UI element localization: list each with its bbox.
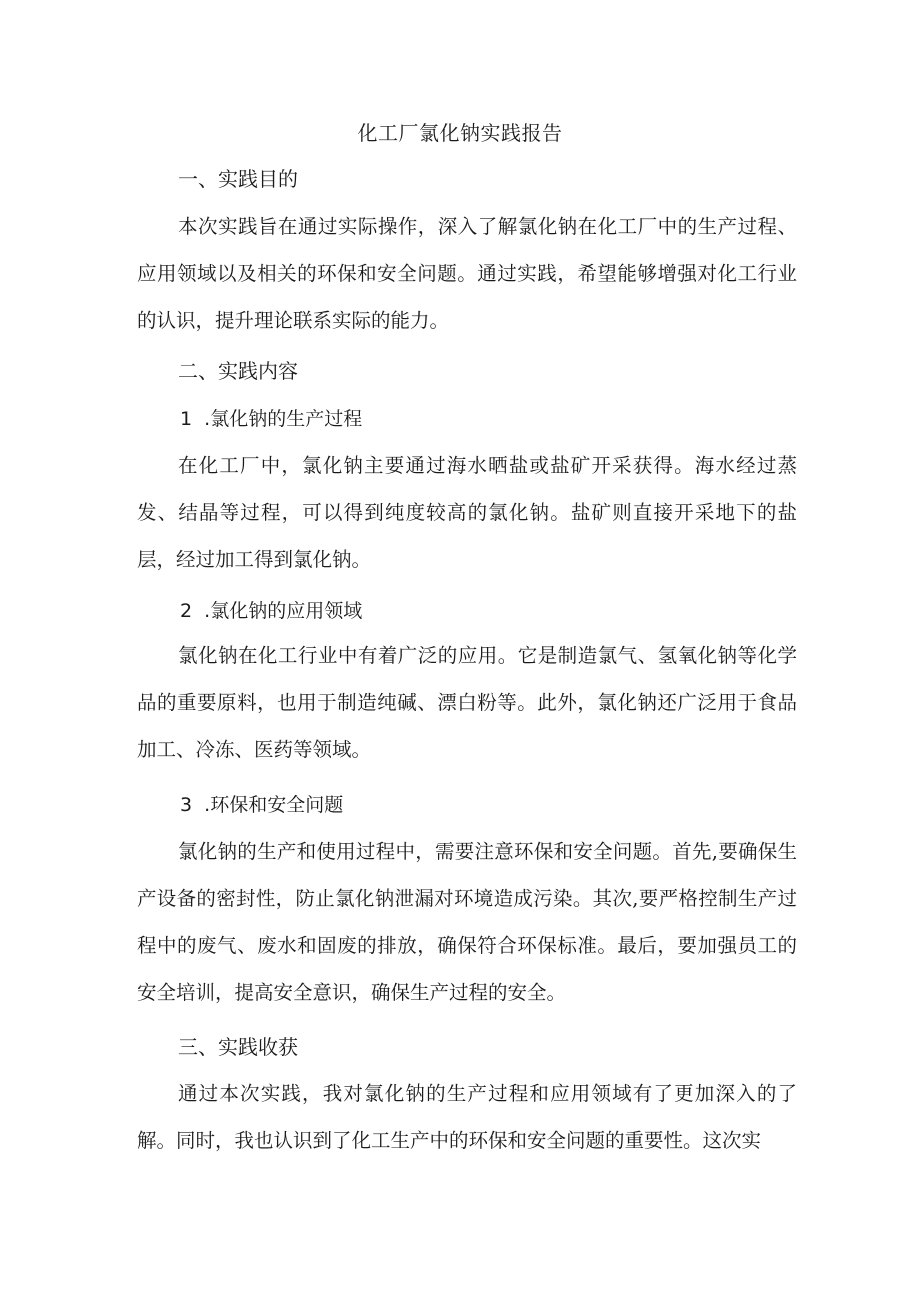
section-heading-purpose: 一、实践目的 [178, 167, 298, 191]
document-title: 化工厂氯化钠实践报告 [357, 121, 563, 145]
subsection-heading-safety: 3 .环保和安全问题 [180, 794, 344, 816]
paragraph-gains: 通过本次实践，我对氯化钠的生产过程和应用领域有了更加深入的了解。同时，我也认识到了化工生产中的环保和安全问题的重要性。这次实 [137, 1082, 797, 1152]
section-heading-gains: 三、实践收获 [178, 1035, 298, 1059]
paragraph-purpose: 本次实践旨在通过实际操作，深入了解氯化钠在化工厂中的生产过程、应用领域以及相关的环保和安全问题。通过实践，希望能够增强对化工行业的认识，提升理论联系实际的能力。 [137, 215, 797, 332]
subsection-heading-production: 1 .氯化钠的生产过程 [180, 408, 363, 430]
subsection-heading-applications: 2 .氯化钠的应用领域 [180, 600, 363, 622]
section-heading-content: 二、实践内容 [178, 359, 298, 383]
paragraph-applications: 氯化钠在化工行业中有着广泛的应用。它是制造氯气、氢氧化钠等化学品的重要原料，也用于制造纯碱、漂白粉等。此外，氯化钠还广泛用于食品加工、冷冻、医药等领域。 [137, 644, 797, 761]
paragraph-production: 在化工厂中，氯化钠主要通过海水晒盐或盐矿开采获得。海水经过蒸发、结晶等过程，可以得到纯度较高的氯化钠。盐矿则直接开采地下的盐层，经过加工得到氯化钠。 [137, 454, 797, 571]
paragraph-safety: 氯化钠的生产和使用过程中，需要注意环保和安全问题。首先,要确保生产设备的密封性，防止氯化钠泄漏对环境造成污染。其次,要严格控制生产过程中的废气、废水和固废的排放，确保符合环保标准。最后，要加强员工的安全培训，提高安全意识，确保生产过程的安全。 [137, 840, 797, 1004]
